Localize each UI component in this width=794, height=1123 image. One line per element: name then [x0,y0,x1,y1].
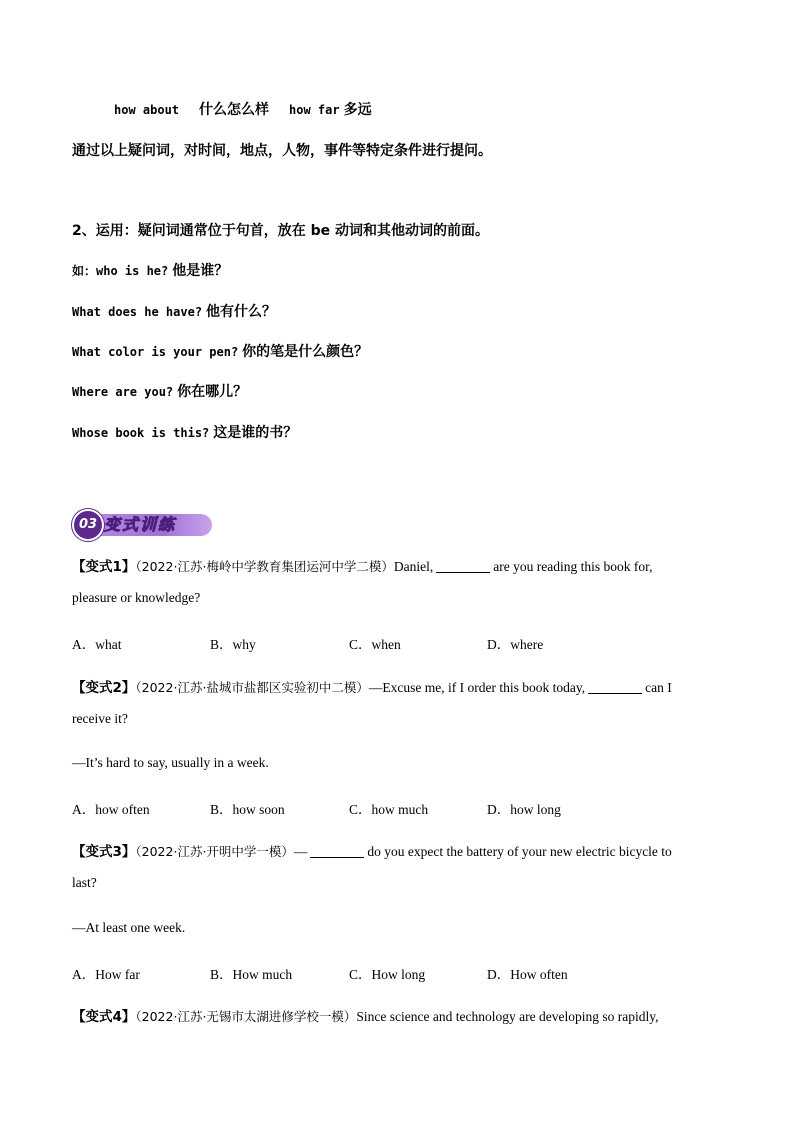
question-2-reply: —It’s hard to say, usually in a week. [72,755,269,770]
question-text: are you reading this book for, [493,559,653,574]
example-zh: 你在哪儿？ [177,384,248,400]
section-number: 03 [72,509,104,541]
example-en: Where are you? [72,385,174,399]
summary-text: 通过以上疑问词，对时间，地点，人物，事件等特定条件进行提问。 [72,143,492,159]
question-1-line-1 [72,557,710,577]
question-label: 【变式3】 [72,844,136,860]
option-d[interactable]: D．how long [487,802,561,817]
question-label: 【变式4】 [72,1009,136,1025]
example-zh: 他有什么？ [206,304,277,320]
question-source: （2022·江苏·无锡市太湖进修学校一模） [135,1009,357,1024]
usage-heading: 2、运用：疑问词通常位于句首，放在 be 动词和其他动词的前面。 [72,223,490,239]
question-source: （2022·江苏·开明中学一模） [135,844,294,859]
option-a[interactable]: A．how often [72,802,150,817]
question-source: （2022·江苏·盐城市盐都区实验初中二模） [135,680,369,695]
question-label: 【变式2】 [72,680,136,696]
question-text: can I [645,680,672,695]
option-d[interactable]: D．How often [487,967,568,982]
question-text: do you expect the battery of your new electric bicycle to [367,844,672,859]
example-en: 如：who is he? [72,264,169,278]
option-c[interactable]: C．how much [349,802,429,817]
question-3-line-2: last? [72,875,97,890]
example-2 [72,302,710,322]
question-2-line-1 [72,678,710,698]
example-5 [72,423,710,443]
phrase-how-far-meaning: 多远 [343,102,372,118]
phrase-how-far: how far [289,103,340,117]
option-b[interactable]: B．why [210,637,256,652]
section-banner [72,509,214,539]
example-zh: 你的笔是什么颜色？ [242,344,369,360]
question-3-reply: —At least one week. [72,920,186,935]
example-4 [72,382,710,402]
phrase-how-about: how about [114,103,180,117]
option-a[interactable]: A．what [72,637,122,652]
phrase-how-about-meaning: 什么怎么样 [199,102,270,118]
question-2-line-2: receive it? [72,711,128,726]
option-c[interactable]: C．How long [349,967,426,982]
question-1-line-2: pleasure or knowledge? [72,590,201,605]
answer-blank[interactable] [436,558,490,573]
phrase-line [114,100,710,120]
example-en: Whose book is this? [72,426,210,440]
answer-blank[interactable] [588,679,642,694]
example-1 [72,261,710,281]
example-en: What color is your pen? [72,345,239,359]
question-text: — [293,844,308,859]
question-text: Daniel, [393,559,434,574]
answer-blank[interactable] [310,843,364,858]
option-a[interactable]: A．How far [72,967,140,982]
option-b[interactable]: B．How much [210,967,293,982]
question-3-line-1 [72,842,710,862]
question-source: （2022·江苏·梅岭中学教育集团运河中学二模） [135,559,394,574]
option-d[interactable]: D．where [487,637,544,652]
section-title: 变式训练 [104,515,177,534]
option-c[interactable]: C．when [349,637,401,652]
question-4-line-1 [72,1007,710,1027]
example-zh: 他是谁？ [172,263,229,279]
example-en: What does he have? [72,305,203,319]
question-text: —Excuse me, if I order this book today, [368,680,586,695]
question-text: Since science and technology are developing so rapidly, [356,1009,659,1024]
option-b[interactable]: B．how soon [210,802,285,817]
question-label: 【变式1】 [72,559,136,575]
example-3 [72,342,710,362]
example-zh: 这是谁的书？ [213,425,298,441]
